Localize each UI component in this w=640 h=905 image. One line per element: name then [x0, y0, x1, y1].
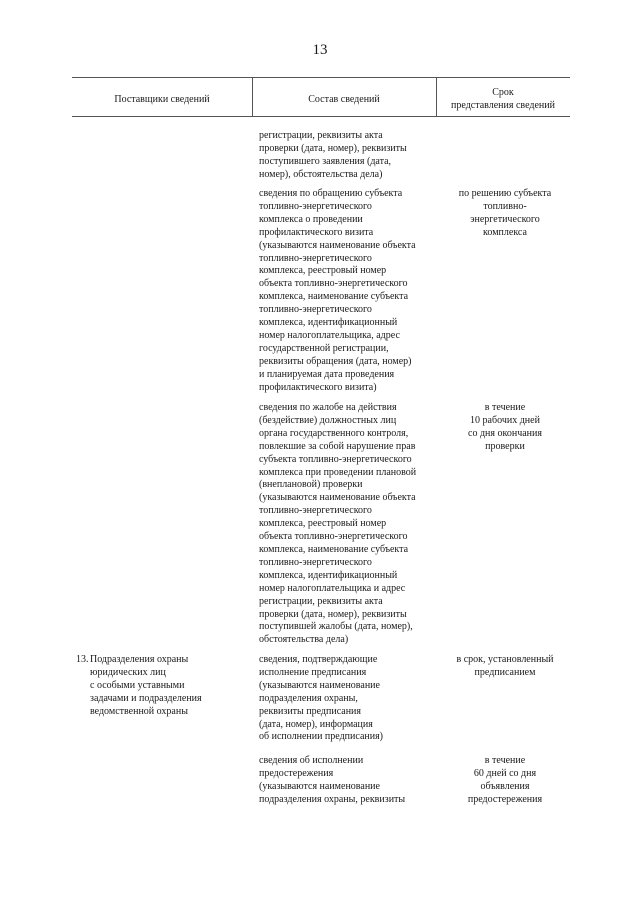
table-header-bottom-rule: [72, 116, 570, 117]
row-composition: регистрации, реквизиты акта проверки (дата, номер), реквизиты поступившего заявления (дата, номер), обстоятельства дела): [259, 130, 407, 180]
row-composition: сведения по жалобе на действия (бездействие) должностных лиц органа государственного контроля, повлекшие за собой нарушение прав субъекта топливно-энергетического комплекса при проведении плановой (внеплановой) проверки (указываются наименование объекта топливно-энергетического комплекса, реестровый номер объекта топливно-энергетического комплекса, наименование субъекта топливно-энергетического комплекса, идентификационный номер налогоплательщика и адрес регистрации, реквизиты акта проверки (дата, номер), реквизиты поступившей жалобы (дата, номер), обстоятельства дела): [259, 402, 417, 646]
row-term: в течение 60 дней со дня объявления предостережения: [467, 755, 543, 805]
header-term: Срок представления сведений: [451, 87, 555, 111]
page-number: 13: [312, 42, 328, 58]
row-composition: сведения об исполнении предостережения (указываются наименование подразделения охраны, реквизиты: [259, 755, 406, 805]
header-suppliers: Поставщики сведений: [114, 94, 210, 105]
row-term: в течение 10 рабочих дней со дня окончания проверки: [468, 402, 542, 452]
row-term: по решению субъекта топливно- энергетического комплекса: [458, 188, 552, 238]
header-composition: Состав сведений: [308, 94, 380, 105]
row-composition: сведения, подтверждающие исполнение предписания (указываются наименование подразделения охраны, реквизиты предписания (дата, номер), информация об исполнении предписания): [259, 654, 384, 743]
row-number: 13.: [76, 654, 89, 665]
row-supplier: Подразделения охраны юридических лиц с особыми уставными задачами и подразделения ведомственной охраны: [90, 654, 202, 717]
row-composition: сведения по обращению субъекта топливно-энергетического комплекса о проведении профилактического визита (указываются наименование объекта топливно-энергетического комплекса, реестровый номер объекта топливно-энергетического комплекса, наименование субъекта топливно-энергетического комплекса, идентификационный номер налогоплательщика, адрес государственной регистрации, реквизиты обращения (дата, номер) и планируемая дата проведения профилактического визита): [259, 188, 416, 393]
row-term: в срок, установленный предписанием: [456, 654, 554, 678]
table-top-rule: [72, 77, 570, 78]
